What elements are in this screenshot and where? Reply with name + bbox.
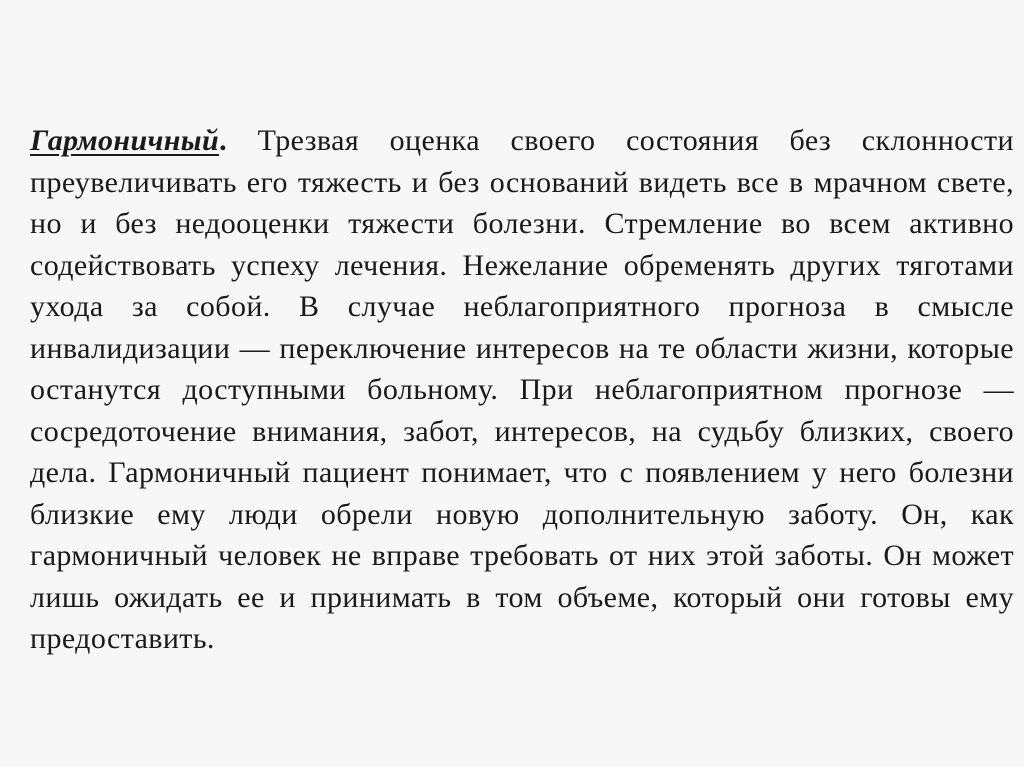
definition-paragraph	[30, 120, 1014, 660]
term-punctuation: .	[219, 124, 227, 157]
definition-text: Трезвая оценка своего состояния без склонности преувеличивать его тяжесть и без оснований видеть все в мрачном свете, но и без недооценки тяжести болезни. Стремление во всем активно содействовать успеху лечения. Нежелание обременять других тяготами ухода за собой. В случае неблагоприятного прогноза в смысле инвалидизации — переключение интересов на те области жизни, которые останутся доступными больному. При неблагоприятном прогнозе — сосредоточение внимания, забот, интересов, на судьбу близких, своего дела. Гармоничный пациент понимает, что с появлением у него болезни близкие ему люди обрели новую дополнительную заботу. Он, как гармоничный человек не вправе требовать от них этой заботы. Он может лишь ожидать ее и принимать в том объеме, который они готовы ему предоставить.	[30, 124, 1014, 655]
term-heading: Гармоничный	[30, 124, 220, 157]
